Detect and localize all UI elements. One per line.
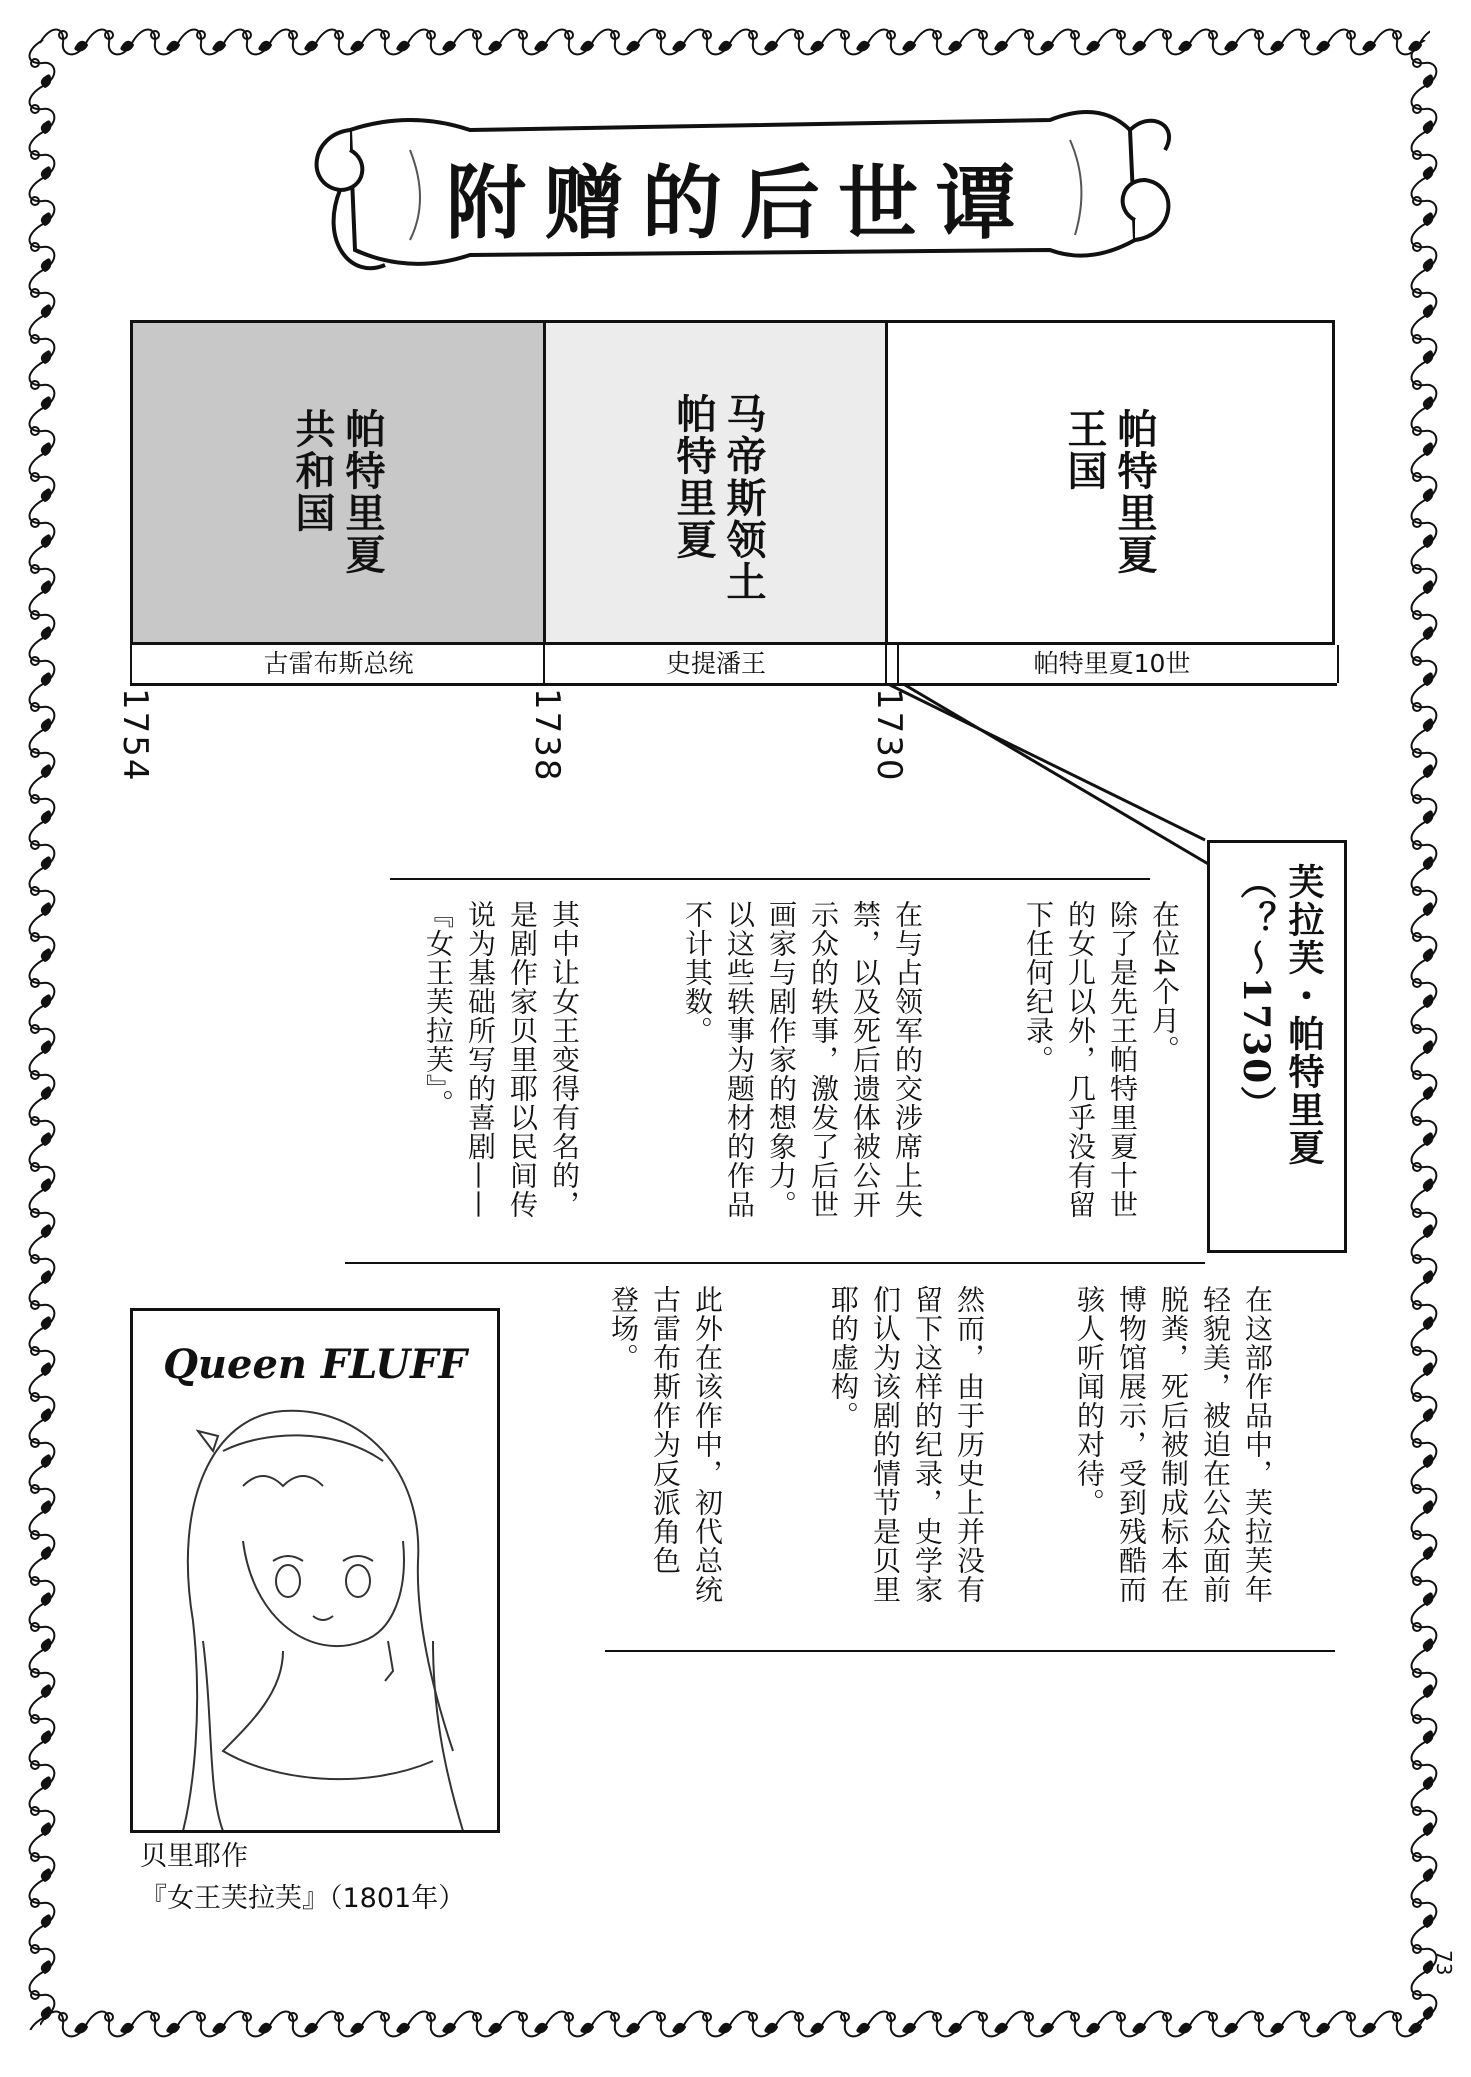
text-upper-col6: 禁，以及死后遗体被公开 <box>849 900 882 1219</box>
era-republic <box>130 320 543 645</box>
text-upper-col2: 除了是先王帕特里夏十世 <box>1106 900 1139 1219</box>
era-kingdom-line1: 帕特里夏 <box>1111 408 1158 576</box>
text-upper-col5: 在与占领军的交涉席上失 <box>891 900 924 1219</box>
era-mandis-line2: 帕特里夏 <box>670 393 717 561</box>
year-1730: 1730 <box>869 688 909 783</box>
poster-illustration <box>130 1308 500 1833</box>
text-upper-col14: 『女王芙拉芙』。 <box>422 900 455 1118</box>
poster-title: Queen FLUFF <box>163 1341 467 1388</box>
text-lower-col10: 此外在该作中，初代总统 <box>691 1285 724 1604</box>
text-lower-col2: 轻貌美，被迫在公众面前 <box>1199 1285 1232 1604</box>
era-republic-line2: 共和国 <box>289 408 336 534</box>
reign-marker <box>897 645 899 683</box>
text-lower-col12: 登场。 <box>607 1285 640 1372</box>
text-upper-col8: 画家与剧作家的想象力。 <box>765 900 798 1219</box>
text-lower-col5: 骇人听闻的对待。 <box>1073 1285 1106 1517</box>
divider-upper-top <box>390 878 1150 880</box>
figure-dates: （？～1730） <box>1235 863 1277 1124</box>
page-title: 附赠的后世谭 <box>446 156 1034 250</box>
queen-portrait-drawing <box>133 1391 497 1831</box>
text-lower-col1: 在这部作品中，芙拉芙年 <box>1241 1285 1274 1604</box>
text-upper-col13: 说为基础所写的喜剧—— <box>464 900 497 1219</box>
text-lower-col7: 留下这样的纪录，史学家 <box>911 1285 944 1604</box>
ornamental-border-bottom <box>40 2000 1430 2050</box>
text-upper-col10: 不计其数。 <box>681 900 714 1045</box>
divider-upper-bottom <box>345 1262 1205 1264</box>
era-mandis-line1: 马帝斯领土 <box>720 393 767 603</box>
figure-name: 芙拉芙・帕特里夏 <box>1283 863 1325 1167</box>
text-lower-col4: 博物馆展示，受到残酷而 <box>1115 1285 1148 1604</box>
year-1738: 1738 <box>527 688 567 783</box>
text-lower-col11: 古雷布斯作为反派角色 <box>649 1285 682 1575</box>
text-lower-col3: 脱粪，死后被制成标本在 <box>1157 1285 1190 1604</box>
text-upper-col4: 下任何纪录。 <box>1022 900 1055 1074</box>
era-kingdom <box>885 320 1335 645</box>
era-republic-line1: 帕特里夏 <box>339 408 386 576</box>
year-1754: 1754 <box>115 688 155 783</box>
ruler-mandis: 史提潘王 <box>543 645 887 683</box>
era-mandis <box>543 320 885 645</box>
ruler-kingdom: 帕特里夏10世 <box>885 645 1339 683</box>
text-upper-col9: 以这些轶事为题材的作品 <box>723 900 756 1219</box>
page-number: 73 <box>1432 1950 1456 1976</box>
ruler-republic: 古雷布斯总统 <box>130 645 545 683</box>
poster-caption-author: 贝里耶作 <box>140 1841 248 1872</box>
ornamental-border-left <box>18 40 68 2030</box>
ornamental-border-top <box>40 18 1430 68</box>
text-lower-col6: 然而，由于历史上并没有 <box>953 1285 986 1604</box>
text-upper-col3: 的女儿以外，几乎没有留 <box>1064 900 1097 1219</box>
figure-name-box <box>1207 840 1347 1253</box>
text-upper-col7: 示众的轶事，激发了后世 <box>807 900 840 1219</box>
callout-pointer <box>880 680 1220 880</box>
text-upper-col12: 是剧作家贝里耶以民间传 <box>506 900 539 1219</box>
text-upper-col1: 在位4个月。 <box>1148 900 1181 1064</box>
text-lower-col8: 们认为该剧的情节是贝里 <box>869 1285 902 1604</box>
poster-caption-title: 『女王芙拉芙』（1801年） <box>140 1883 466 1914</box>
divider-lower-bottom <box>605 1650 1335 1652</box>
ornamental-border-right <box>1400 40 1450 2030</box>
text-upper-col11: 其中让女王变得有名的， <box>548 900 581 1219</box>
text-lower-col9: 耶的虚构。 <box>827 1285 860 1430</box>
era-kingdom-line2: 王国 <box>1061 408 1108 492</box>
